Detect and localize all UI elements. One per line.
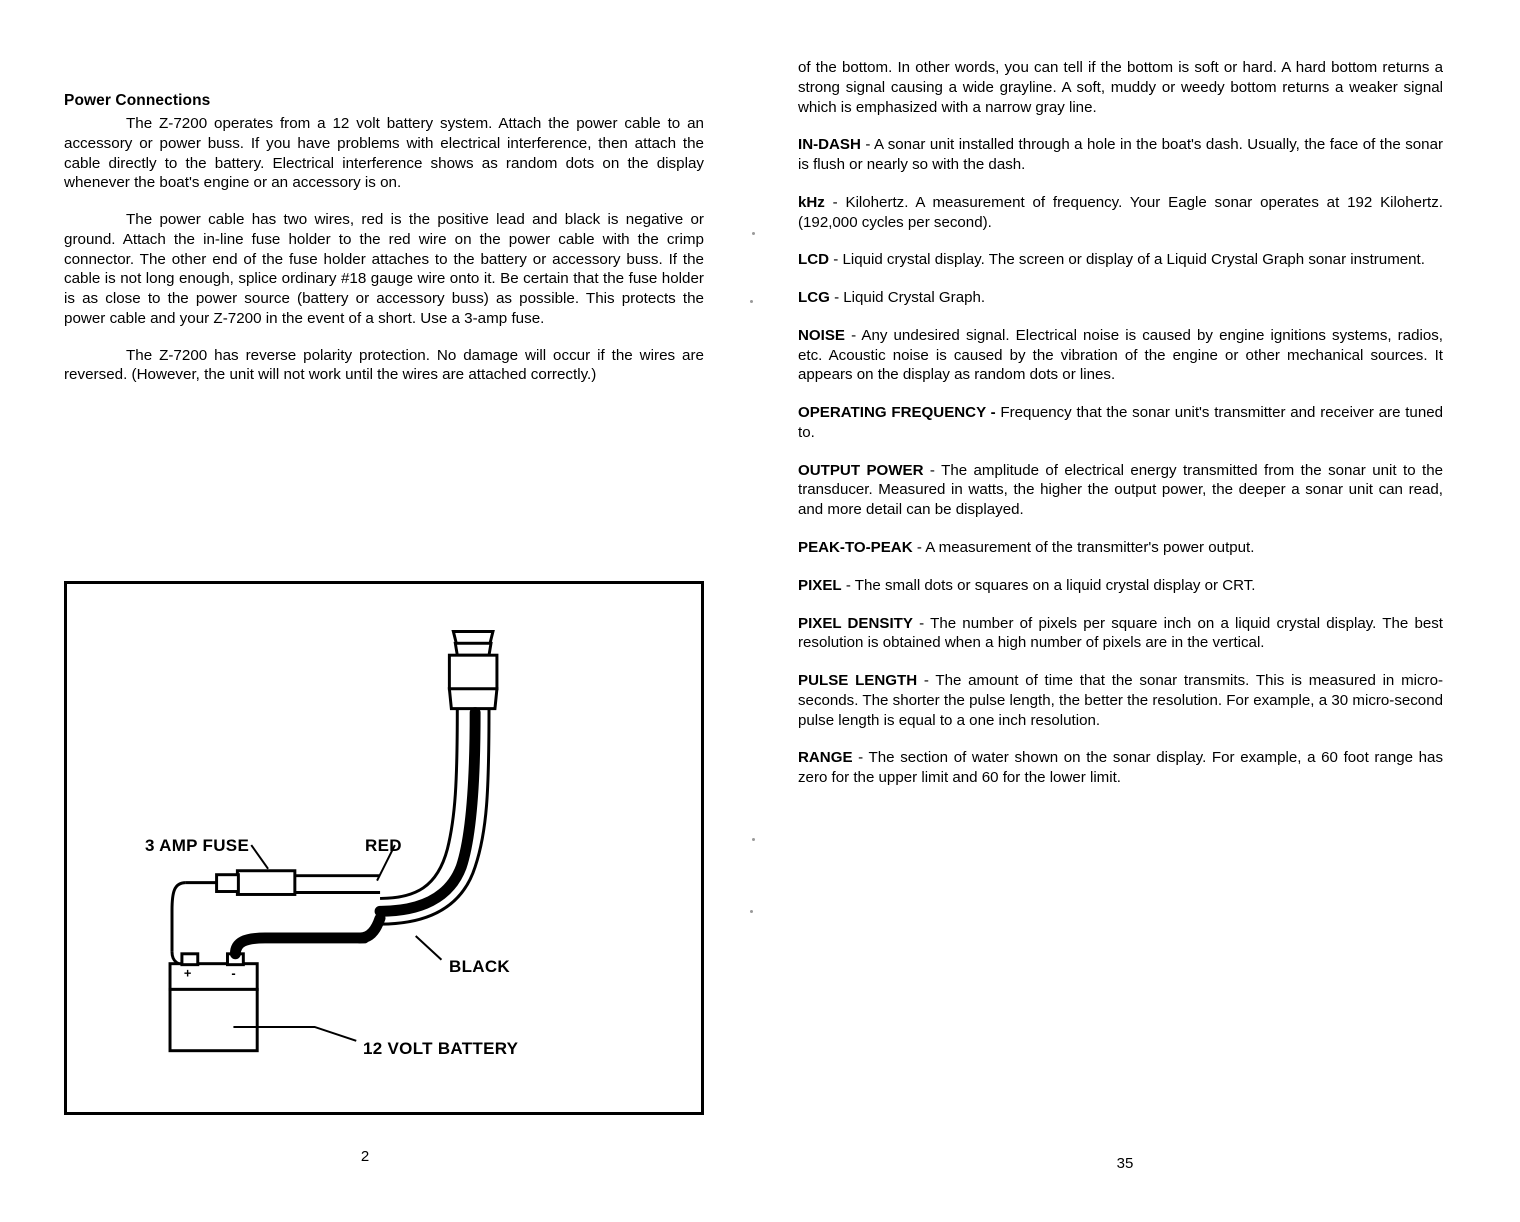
- svg-text:-: -: [231, 965, 236, 981]
- glossary-definition: - Any undesired signal. Electrical noise is caused by engine ignitions systems, radios, etc. Acoustic noise is caused by the vibration of the engine or other mechanical sources. It appears on the display as random dots or lines.: [798, 326, 1443, 384]
- figure-label-battery: 12 VOLT BATTERY: [363, 1039, 519, 1058]
- glossary-term: OPERATING FREQUENCY -: [798, 404, 996, 422]
- continued-paragraph: of the bottom. In other words, you can tell if the bottom is soft or hard. A hard bottom returns a strong signal causing a wide grayline. A soft, muddy or weedy bottom returns a weaker signal which is emphasized with a narrow gray line.: [798, 59, 1443, 116]
- glossary-definition: - Liquid Crystal Graph.: [829, 289, 986, 307]
- glossary-entry: [798, 135, 1443, 175]
- wiring-diagram-figure: [64, 581, 704, 1115]
- paragraph-3: The Z-7200 has reverse polarity protection. No damage will occur if the wires are reversed. (However, the unit will not work until the wires are attached correctly.): [64, 346, 704, 384]
- glossary-entry: [798, 193, 1443, 233]
- glossary-definition: - A measurement of the transmitter's power output.: [912, 539, 1255, 557]
- glossary-entry: [798, 748, 1443, 788]
- glossary-term: PULSE LENGTH: [798, 672, 918, 690]
- glossary-definition: - The small dots or squares on a liquid crystal display or CRT.: [841, 576, 1256, 594]
- glossary-term: LCD: [798, 251, 830, 269]
- glossary-term: IN-DASH: [798, 136, 861, 154]
- glossary-definition: Frequency that the sonar unit's transmitter and receiver are tuned to.: [798, 404, 1444, 441]
- glossary-term: PIXEL: [798, 576, 842, 594]
- glossary-entry: [798, 461, 1443, 520]
- glossary-term: RANGE: [798, 749, 853, 767]
- fuse-holder-icon: [186, 871, 295, 895]
- page-number-left: 2: [360, 1148, 370, 1165]
- figure-label-red: RED: [365, 836, 402, 855]
- figure-label-fuse: 3 AMP FUSE: [145, 836, 250, 855]
- paragraph-1: The Z-7200 operates from a 12 volt battery system. Attach the power cable to an accessory or power buss. If you have problems with electrical interference, then attach the cable directly to the battery. Electrical interference shows as random dots on the display whenever the boat's engine or an accessory is on.: [64, 115, 704, 192]
- svg-text:+: +: [183, 965, 192, 981]
- transducer-connector-icon: [449, 631, 497, 708]
- glossary-term: PEAK-TO-PEAK: [798, 539, 913, 557]
- glossary-entry: [798, 326, 1443, 385]
- glossary-entry: [798, 576, 1443, 596]
- glossary-entry: [798, 671, 1443, 730]
- glossary-definition: - Kilohertz. A measurement of frequency. Your Eagle sonar operates at 192 Kilohertz. (192,000 cycles per second).: [798, 193, 1443, 231]
- glossary-definition: - The section of water shown on the sonar display. For example, a 60 foot range has zero for the upper limit and 60 for the lower limit.: [798, 749, 1443, 787]
- scan-speck: [750, 910, 753, 913]
- glossary-definition: - A sonar unit installed through a hole in the boat's dash. Usually, the face of the sonar is flush or nearly so with the dash.: [798, 136, 1443, 174]
- glossary-definition: - The amount of time that the sonar transmits. This is measured in micro-seconds. The shorter the pulse length, the better the resolution. For example, a 30 micro-second pulse length is equal to a one inch resolution.: [798, 672, 1443, 729]
- glossary-term: kHz: [798, 193, 825, 211]
- glossary-definition: - The amplitude of electrical energy transmitted from the sonar unit to the transducer. Measured in watts, the higher the output power, the deeper a sonar unit can read, and more detail can be displayed.: [798, 461, 1443, 519]
- glossary-entry: [798, 288, 1443, 308]
- glossary-definition: - The number of pixels per square inch on a liquid crystal display. The best resolution is obtained when a high number of pixels are in the vertical.: [798, 614, 1443, 652]
- glossary-entry: [798, 250, 1443, 270]
- left-page-text-column: [64, 92, 704, 402]
- scan-speck: [750, 300, 753, 303]
- figure-label-black: BLACK: [449, 957, 510, 976]
- battery-icon: [170, 954, 257, 1051]
- scan-speck: [752, 838, 755, 841]
- scan-speck: [752, 232, 755, 235]
- glossary-term: PIXEL DENSITY: [798, 614, 913, 632]
- glossary-term: OUTPUT POWER: [798, 461, 924, 479]
- glossary-entry: [798, 403, 1443, 443]
- glossary-entry: [798, 538, 1443, 558]
- glossary-entry: [798, 614, 1443, 654]
- section-heading: Power Connections: [64, 92, 211, 109]
- right-page-text-column: [798, 58, 1443, 806]
- glossary-definition: - Liquid crystal display. The screen or display of a Liquid Crystal Graph sonar instrument.: [829, 251, 1425, 269]
- glossary-term: LCG: [798, 289, 830, 307]
- glossary-term: NOISE: [798, 326, 845, 344]
- paragraph-2: The power cable has two wires, red is the positive lead and black is negative or ground. Attach the in-line fuse holder to the red wire on the power cable with the crimp connector. The other end of the fuse holder attaches to the battery or accessory buss. If the cable is not long enough, splice ordinary #18 gauge wire onto it. Be certain that the fuse holder is as close to the power source (battery or accessory buss) as possible. This protects the power cable and your Z-7200 in the event of a short. Use a 3-amp fuse.: [64, 211, 704, 327]
- page-number-right: 35: [1116, 1155, 1134, 1172]
